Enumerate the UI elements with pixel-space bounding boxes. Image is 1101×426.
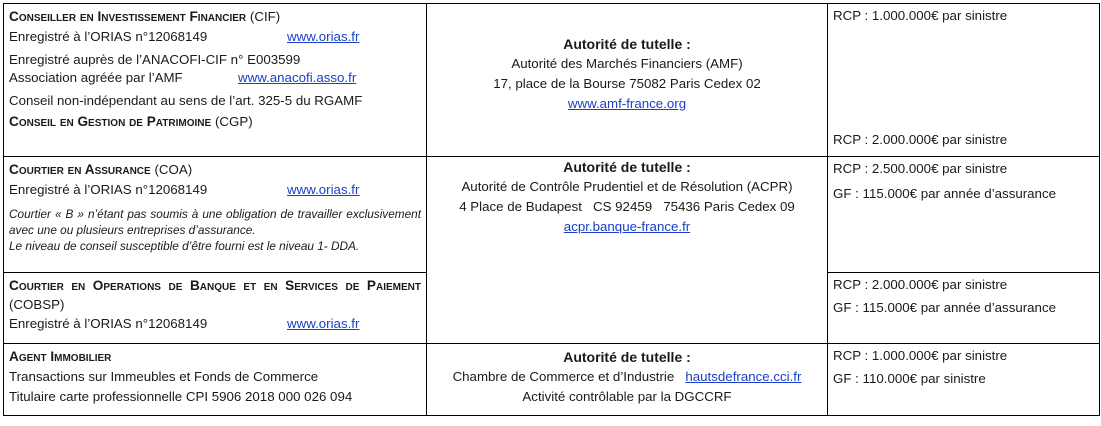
immo-rcp: RCP : 1.000.000€ par sinistre — [833, 348, 1008, 363]
coa-orias-text: Enregistré à l’ORIAS n°12068149 — [9, 182, 208, 197]
coa-title: Courtier en Assurance (COA) — [9, 162, 193, 177]
coa-rcp: RCP : 2.500.000€ par sinistre — [833, 161, 1008, 176]
amf-cell — [427, 4, 828, 157]
acpr-heading: Autorité de tutelle : — [563, 159, 691, 175]
acpr-link[interactable]: acpr.banque-france.fr — [563, 219, 691, 234]
cobsp-cell — [4, 273, 427, 344]
cobsp-orias-text: Enregistré à l’ORIAS n°12068149 — [9, 316, 208, 331]
cci-line — [432, 367, 822, 387]
immo-title: Agent Immobilier — [9, 349, 112, 364]
coa-gf: GF : 115.000€ par année d’assurance — [833, 186, 1056, 201]
cobsp-orias-link[interactable]: www.orias.fr — [287, 316, 360, 331]
immo-gf: GF : 110.000€ par sinistre — [833, 371, 986, 386]
cif-conseil: Conseil non-indépendant au sens de l’art. 325-5 du RGAMF — [9, 93, 363, 108]
cobsp-title: Courtier en Operations de Banque et en Services de Paiement (COBSP) — [9, 278, 421, 312]
coa-note-courtier: Courtier « B » n’étant pas soumis à une obligation de travailler exclusivement avec une ou plusieurs entreprises d’assurance. — [9, 207, 421, 237]
cci-note: Activité contrôlable par la DGCCRF — [522, 389, 732, 404]
acpr-cell — [427, 157, 828, 344]
cobsp-gf: GF : 115.000€ par année d’assurance — [833, 300, 1056, 315]
cci-cell — [427, 344, 828, 416]
coa-orias-link[interactable]: www.orias.fr — [287, 182, 360, 197]
row-immo — [4, 344, 1100, 416]
amf-heading: Autorité de tutelle : — [563, 36, 691, 52]
amf-address: 17, place de la Bourse 75082 Paris Cedex 02 — [493, 76, 761, 91]
coa-cell — [4, 157, 427, 273]
cif-orias-link[interactable]: www.orias.fr — [287, 29, 360, 44]
amf-name: Autorité des Marchés Financiers (AMF) — [511, 56, 743, 71]
cif-amf-assoc: Association agréée par l’AMF — [9, 70, 183, 85]
immo-guarantee-cell — [828, 344, 1100, 416]
row-cif — [4, 4, 1100, 157]
acpr-address: 4 Place de Budapest CS 92459 75436 Paris Cedex 09 — [459, 199, 795, 214]
immo-line1: Transactions sur Immeubles et Fonds de Commerce — [9, 369, 319, 384]
row-coa — [4, 157, 1100, 273]
cci-name: Chambre de Commerce et d’Industrie — [452, 369, 675, 384]
cobsp-rcp: RCP : 2.000.000€ par sinistre — [833, 277, 1008, 292]
amf-link[interactable]: www.amf-france.org — [567, 96, 687, 111]
cif-cell — [4, 4, 427, 157]
cci-link[interactable]: hautsdefrance.cci.fr — [685, 369, 802, 384]
cci-heading: Autorité de tutelle : — [563, 349, 691, 365]
cif-anacofi: Enregistré auprès de l’ANACOFI-CIF n° E003599 — [9, 52, 301, 67]
cgp-title: Conseil en Gestion de Patrimoine (CGP) — [9, 114, 253, 129]
regulatory-info-table — [3, 3, 1100, 416]
acpr-name: Autorité de Contrôle Prudentiel et de Résolution (ACPR) — [461, 179, 793, 194]
coa-note-niveau: Le niveau de conseil susceptible d’être fourni est le niveau 1- DDA. — [9, 239, 360, 253]
cobsp-guarantee-cell — [828, 273, 1100, 344]
cif-orias-text: Enregistré à l’ORIAS n°12068149 — [9, 29, 208, 44]
cif-title: Conseiller en Investissement Financier (CIF) — [9, 9, 281, 24]
immo-cell — [4, 344, 427, 416]
coa-guarantee-cell — [828, 157, 1100, 273]
rcp-cgp: RCP : 2.000.000€ par sinistre — [833, 132, 1008, 147]
rcp-cif: RCP : 1.000.000€ par sinistre — [833, 8, 1008, 23]
cif-anacofi-link[interactable]: www.anacofi.asso.fr — [238, 70, 357, 85]
immo-line2: Titulaire carte professionnelle CPI 5906 2018 000 026 094 — [9, 389, 353, 404]
rcp-cif-cell — [828, 4, 1100, 157]
